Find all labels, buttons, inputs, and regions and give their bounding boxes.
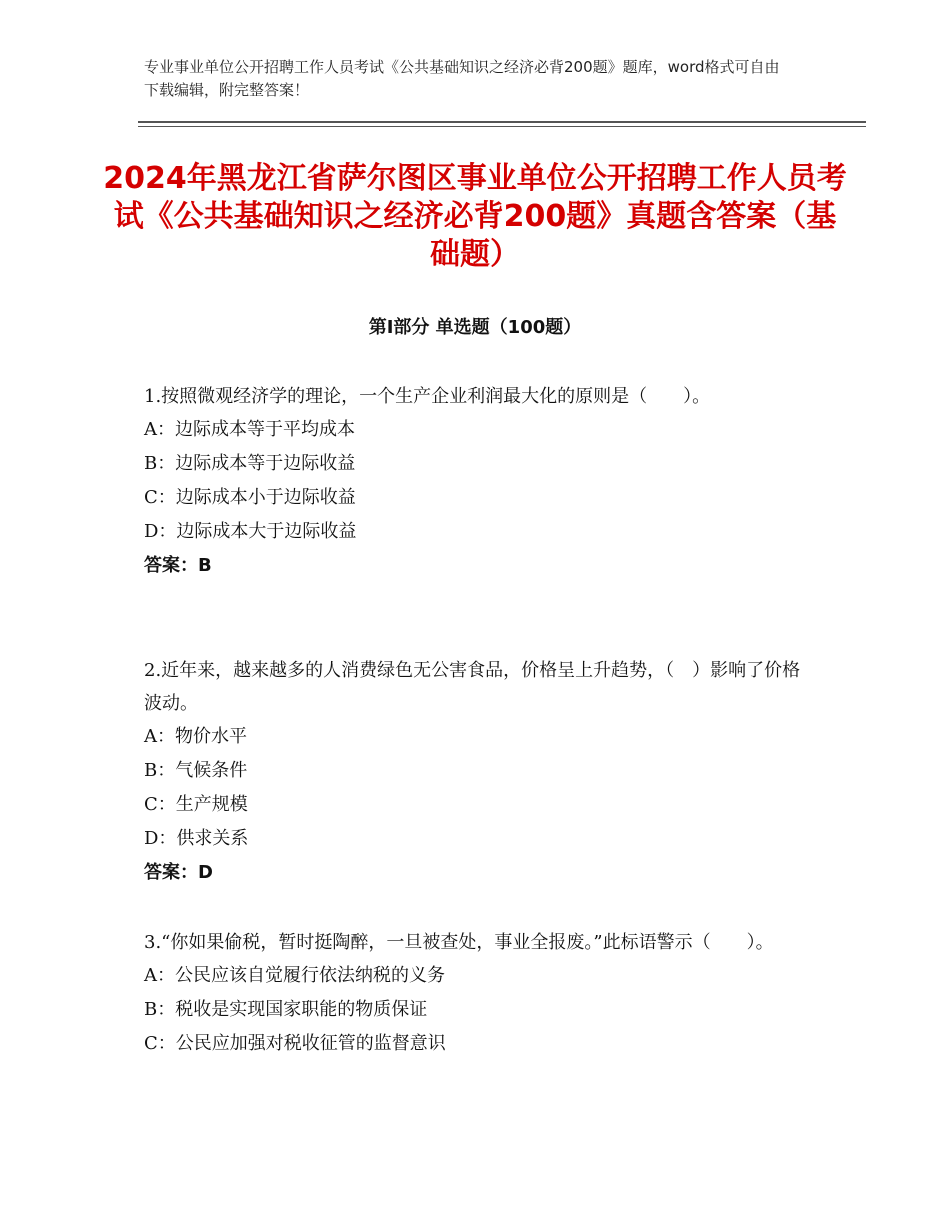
option-b: B：气候条件 (144, 760, 248, 781)
question-stem: 1.按照微观经济学的理论，一个生产企业利润最大化的原则是（ ）。 (144, 386, 711, 407)
question-1 (144, 380, 804, 583)
option-d: D：供求关系 (144, 828, 249, 849)
question-2 (144, 654, 804, 890)
option-b: B：边际成本等于边际收益 (144, 453, 356, 474)
option-a: A：公民应该自觉履行依法纳税的义务 (144, 965, 445, 986)
answer: 答案：D (144, 862, 213, 883)
section-title: 第Ⅰ部分 单选题（100题） (368, 317, 582, 338)
header-note: 专业事业单位公开招聘工作人员考试《公共基础知识之经济必背200题》题库，word格式可自由下载编辑，附完整答案！ (144, 58, 780, 99)
question-stem: 2.近年来，越来越多的人消费绿色无公害食品，价格呈上升趋势，（ ）影响了价格波动。 (144, 660, 801, 714)
option-a: A：边际成本等于平均成本 (144, 419, 355, 440)
option-d: D：边际成本大于边际收益 (144, 521, 357, 542)
option-c: C：公民应加强对税收征管的监督意识 (144, 1033, 446, 1054)
option-c: C：边际成本小于边际收益 (144, 487, 356, 508)
document-title: 2024年黑龙江省萨尔图区事业单位公开招聘工作人员考试《公共基础知识之经济必背200题》真题含答案（基础题） (103, 161, 847, 272)
option-c: C：生产规模 (144, 794, 248, 815)
header-divider-thin (138, 126, 866, 127)
question-3 (144, 926, 804, 1061)
question-stem: 3.“你如果偷税，暂时挺陶醉，一旦被查处，事业全报废。”此标语警示（ ）。 (144, 932, 774, 953)
answer: 答案：B (144, 555, 212, 576)
option-b: B：税收是实现国家职能的物质保证 (144, 999, 428, 1020)
option-a: A：物价水平 (144, 726, 247, 747)
header-divider-thick (138, 121, 866, 123)
